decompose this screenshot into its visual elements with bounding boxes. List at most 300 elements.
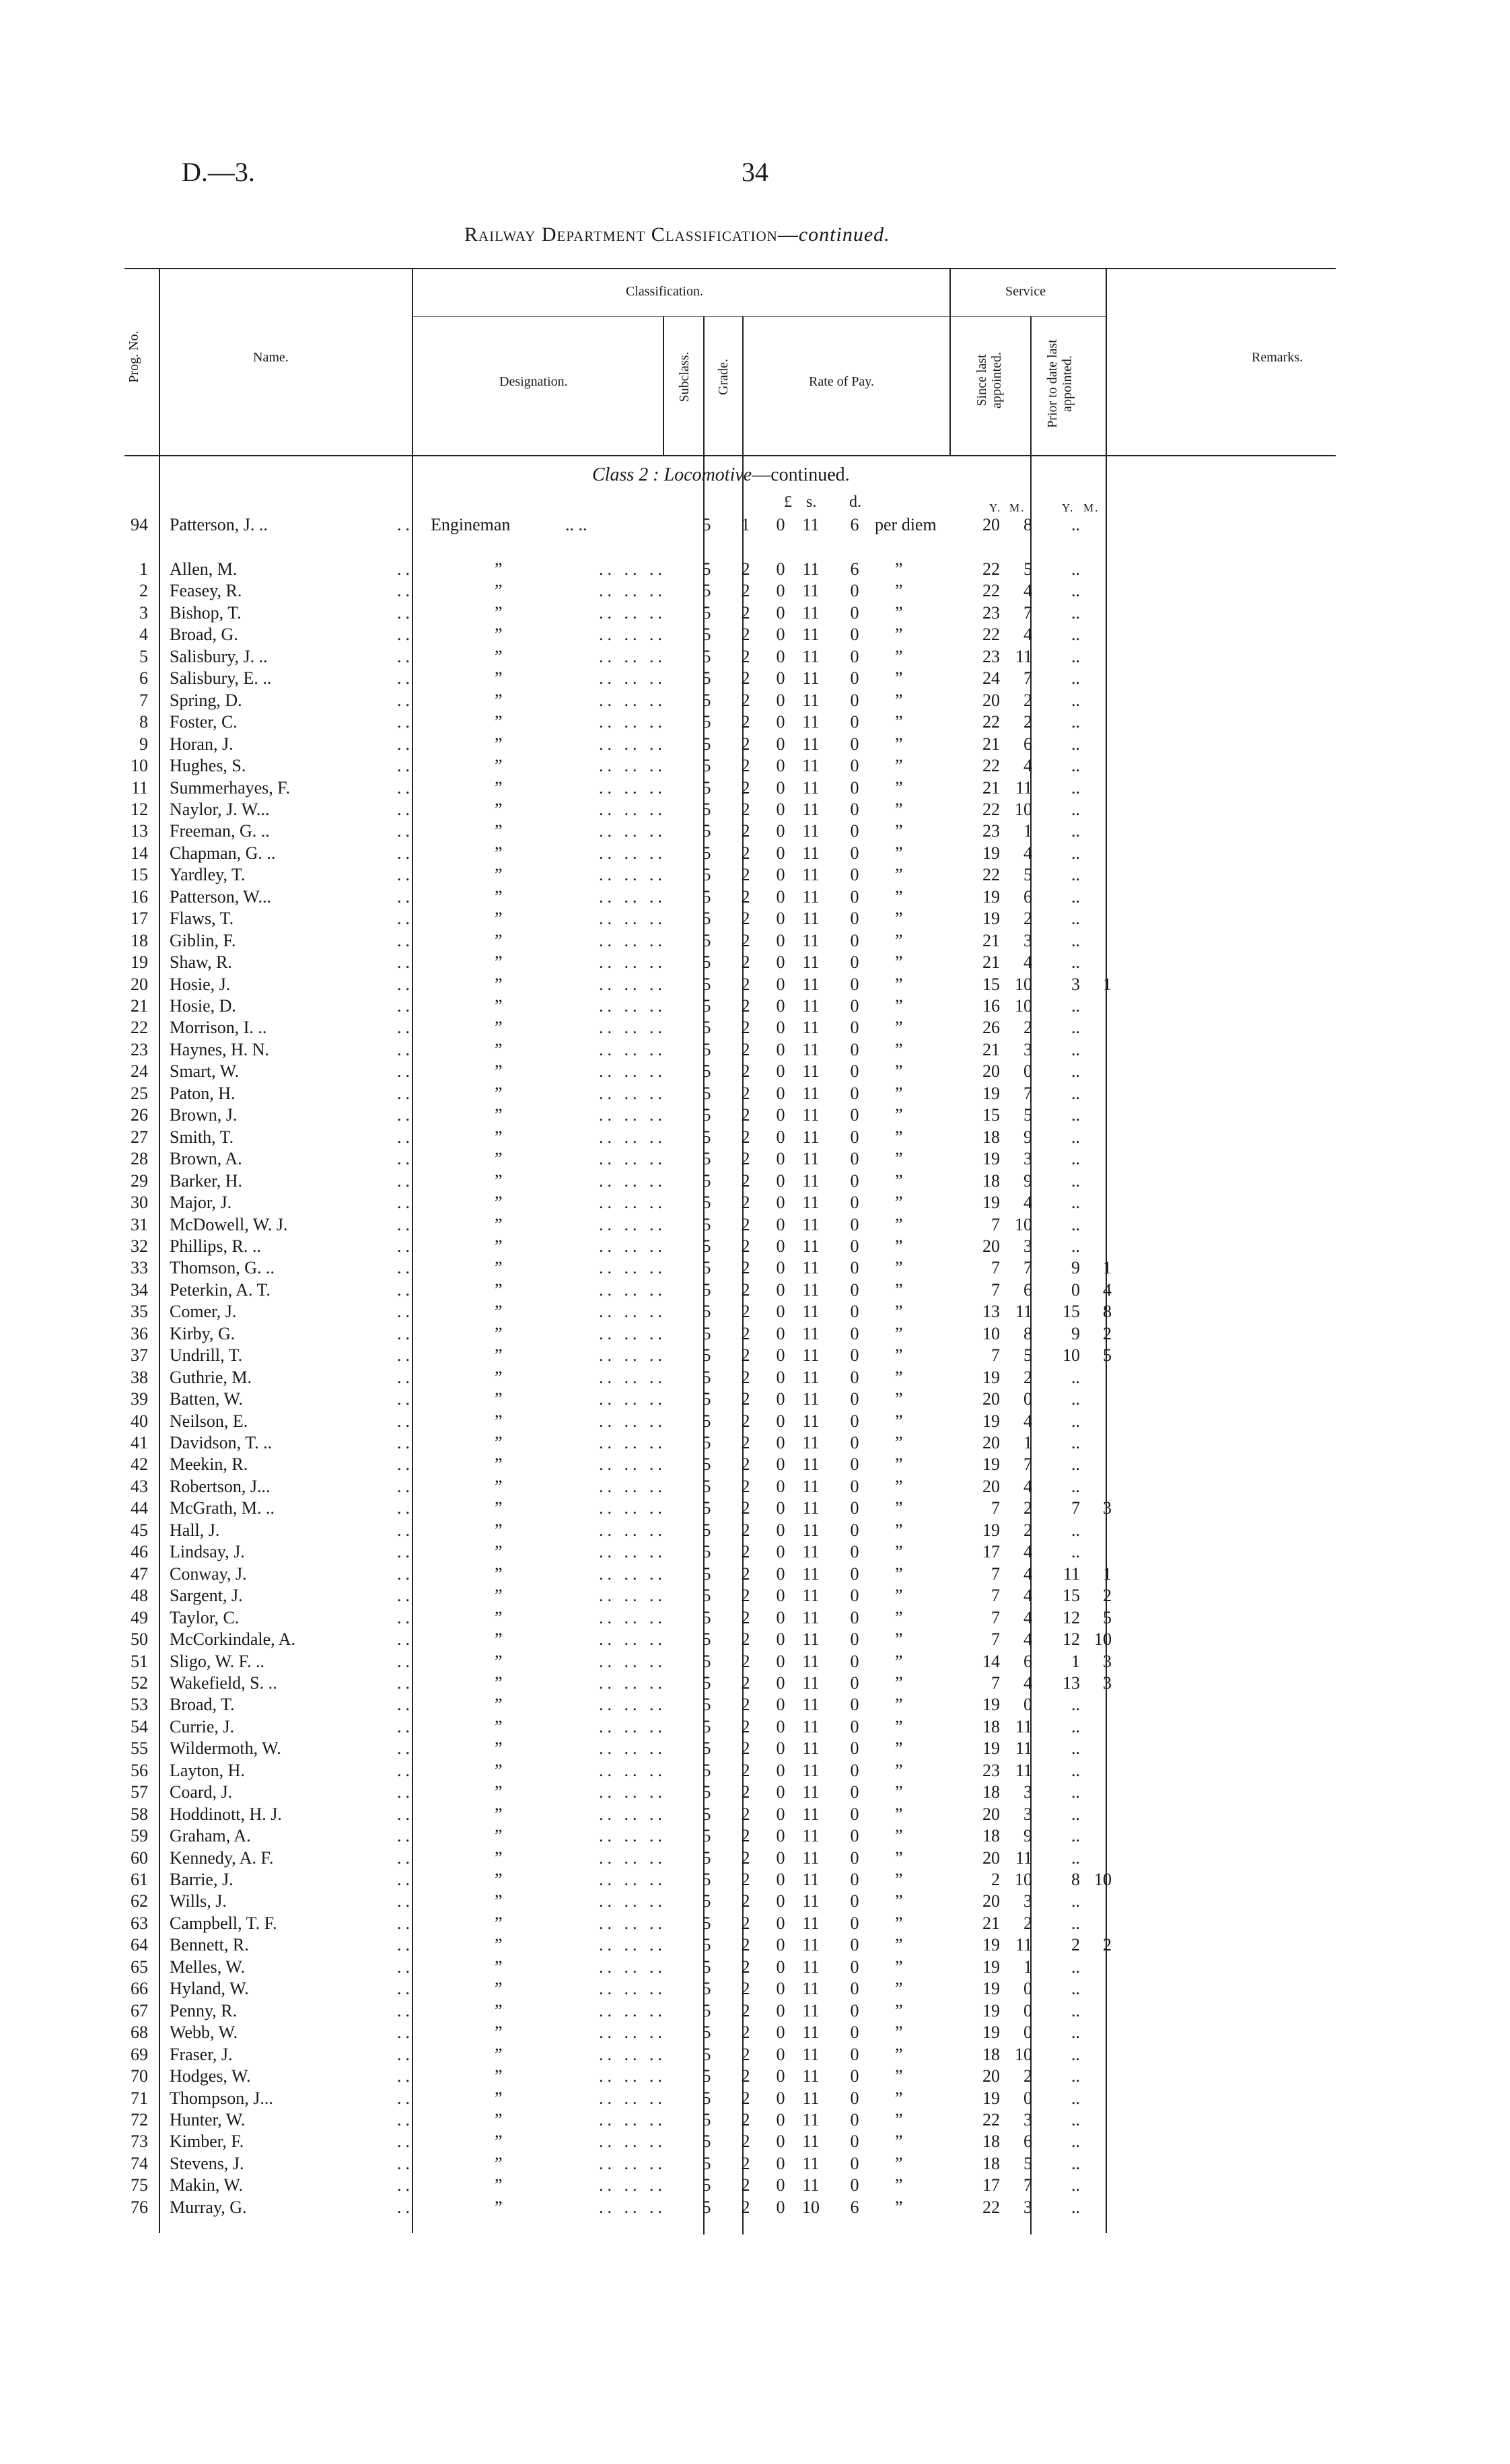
subclass: 5 (702, 1279, 711, 1300)
designation-ditto: ” (495, 1149, 503, 1169)
subclass: 5 (702, 1039, 711, 1059)
since-months: 9 (1023, 1170, 1032, 1191)
since-months: 2 (1023, 1018, 1032, 1038)
pay-pounds: 0 (776, 1847, 785, 1868)
employee-name: Thomson, G. .. (170, 1258, 275, 1278)
table-row (0, 1257, 1510, 1279)
pay-shillings: 11 (802, 1279, 820, 1300)
since-months: 11 (1015, 1847, 1032, 1868)
table-row (0, 1651, 1510, 1673)
subclass: 5 (702, 734, 711, 754)
employee-name: Haynes, H. N. (170, 1039, 270, 1059)
pay-pence: 0 (850, 2044, 859, 2064)
table-row (0, 1585, 1510, 1607)
pay-pounds: 0 (776, 1520, 785, 1540)
pay-shillings: 11 (802, 886, 820, 907)
pay-ditto: ” (895, 930, 903, 950)
pay-shillings: 11 (802, 2022, 820, 2043)
since-years: 20 (982, 1476, 1000, 1496)
leader-dots: .. (397, 1804, 414, 1824)
pay-ditto: ” (895, 886, 903, 907)
prog-no: 55 (131, 1738, 148, 1759)
grade: 2 (741, 777, 750, 798)
since-months: 3 (1023, 1039, 1032, 1059)
employee-name: Graham, A. (170, 1826, 251, 1846)
grade: 2 (741, 2132, 750, 2152)
prior-years: .. (1071, 1476, 1080, 1496)
since-years: 19 (982, 1957, 1000, 1977)
prior-years: .. (1071, 1804, 1080, 1824)
since-months: 0 (1023, 2088, 1032, 2108)
designation-ditto: ” (495, 625, 503, 645)
since-years: 18 (982, 2132, 1000, 2152)
prog-no: 11 (131, 777, 148, 798)
since-months: 0 (1023, 2022, 1032, 2043)
since-months: 2 (1023, 1913, 1032, 1933)
table-row (0, 1345, 1510, 1366)
subclass: 5 (702, 952, 711, 973)
subclass: 5 (702, 668, 711, 689)
pay-ditto: ” (895, 1957, 903, 1977)
pay-ditto: ” (895, 1935, 903, 1955)
leader-dots: .. .. .. (599, 886, 666, 907)
pay-shillings: 11 (802, 734, 820, 754)
since-years: 22 (982, 2109, 1000, 2129)
since-years: 21 (982, 777, 1000, 798)
unit-pence: d. (849, 493, 861, 511)
table-row (0, 602, 1510, 624)
subclass: 5 (702, 1345, 711, 1366)
since-years: 7 (991, 1258, 1000, 1278)
since-months: 11 (1015, 1760, 1032, 1780)
prog-no: 60 (131, 1847, 148, 1868)
grade: 2 (741, 1935, 750, 1955)
pay-shillings: 11 (802, 865, 820, 885)
prior-years: .. (1071, 2088, 1080, 2108)
leader-dots: .. .. .. (599, 1782, 666, 1802)
grade: 2 (741, 909, 750, 929)
prior-years: .. (1071, 1979, 1080, 1999)
since-months: 2 (1023, 712, 1032, 732)
pay-pence: 0 (850, 2132, 859, 2152)
pay-ditto: ” (895, 625, 903, 645)
since-years: 7 (991, 1214, 1000, 1234)
table-row (0, 1825, 1510, 1847)
subclass: 5 (702, 1935, 711, 1955)
pay-pence: 0 (850, 1127, 859, 1147)
table-row (0, 1039, 1510, 1061)
grade: 2 (741, 1695, 750, 1715)
pay-pence: 0 (850, 1804, 859, 1824)
pay-pence: 0 (850, 2066, 859, 2086)
prior-years: 2 (1071, 1935, 1080, 1955)
since-months: 7 (1023, 2175, 1032, 2195)
since-months: 6 (1023, 734, 1032, 754)
pay-pounds: 0 (776, 2132, 785, 2152)
pay-ditto: ” (895, 2000, 903, 2020)
leader-dots: .. (397, 734, 414, 754)
leader-dots: .. (397, 2088, 414, 2108)
grade: 2 (741, 1957, 750, 1977)
pay-shillings: 11 (802, 1105, 820, 1125)
pay-pounds: 0 (776, 625, 785, 645)
prog-no: 62 (131, 1891, 148, 1911)
employee-name: Salisbury, J. .. (170, 646, 268, 666)
designation-ditto: ” (495, 1389, 503, 1409)
grade: 2 (741, 625, 750, 645)
pay-pounds: 0 (776, 1039, 785, 1059)
prior-years: .. (1071, 2175, 1080, 2195)
leader-dots: .. .. .. (599, 974, 666, 994)
pay-shillings: 11 (802, 1651, 820, 1671)
since-months: 4 (1023, 843, 1032, 863)
subclass: 5 (702, 1891, 711, 1911)
table-row (0, 820, 1510, 842)
grade: 2 (741, 930, 750, 950)
prog-no: 61 (131, 1870, 148, 1889)
since-years: 22 (982, 756, 1000, 776)
section-prefix: Class 2 : (592, 464, 664, 485)
pay-pence: 0 (850, 734, 859, 754)
pay-pence: 0 (850, 1083, 859, 1103)
prog-no: 76 (131, 2197, 148, 2217)
since-years: 19 (982, 2000, 1000, 2020)
page-title (464, 223, 890, 246)
prog-no: 23 (131, 1039, 148, 1059)
prog-no: 33 (131, 1258, 148, 1278)
since-months: 7 (1023, 1454, 1032, 1475)
leader-dots: .. (397, 2022, 414, 2043)
prog-no: 56 (131, 1760, 148, 1780)
leader-dots: .. .. .. (599, 2066, 666, 2086)
pay-pence: 0 (850, 1389, 859, 1409)
since-months: 6 (1023, 1279, 1032, 1300)
pay-ditto: ” (895, 1673, 903, 1693)
prog-no: 59 (131, 1826, 148, 1846)
col-rule-rate (949, 268, 951, 456)
grade: 2 (741, 1498, 750, 1518)
pay-ditto: ” (895, 1870, 903, 1889)
leader-dots: .. .. .. (599, 1586, 666, 1606)
leader-dots: .. (397, 581, 414, 601)
since-months: 0 (1023, 1695, 1032, 1715)
pay-pence: 0 (850, 1935, 859, 1955)
grade: 2 (741, 712, 750, 732)
since-years: 21 (982, 930, 1000, 950)
pay-shillings: 11 (802, 1891, 820, 1911)
table-row (0, 1017, 1510, 1039)
pay-pounds: 0 (776, 1804, 785, 1824)
pay-pounds: 0 (776, 1695, 785, 1715)
pay-pence: 0 (850, 974, 859, 994)
employee-name: Currie, J. (170, 1716, 235, 1736)
pay-pounds: 0 (776, 712, 785, 732)
pay-ditto: ” (895, 1193, 903, 1213)
since-months: 5 (1023, 865, 1032, 885)
leader-dots: .. (397, 1018, 414, 1038)
leader-dots: .. (397, 1127, 414, 1147)
pay-ditto: ” (895, 1018, 903, 1038)
table-row (0, 1192, 1510, 1213)
prior-years: .. (1071, 1760, 1080, 1780)
pay-pounds: 0 (776, 559, 785, 579)
table-row (0, 1978, 1510, 2000)
designation-ditto: ” (495, 1804, 503, 1824)
prior-years: .. (1071, 2066, 1080, 2086)
leader-dots: .. (397, 1520, 414, 1540)
leader-dots: .. .. .. (599, 2088, 666, 2108)
employee-name: Salisbury, E. .. (170, 668, 272, 689)
subclass: 5 (702, 1389, 711, 1409)
grade: 2 (741, 799, 750, 819)
subclass: 5 (702, 1629, 711, 1650)
prog-no: 71 (131, 2088, 148, 2108)
leader-dots: .. (397, 909, 414, 929)
leader-dots: .. .. .. (599, 865, 666, 885)
pay-ditto: ” (895, 1760, 903, 1780)
pay-ditto: ” (895, 1061, 903, 1082)
subclass: 5 (702, 1782, 711, 1802)
pay-pence: 0 (850, 1061, 859, 1082)
prior-months: 3 (1103, 1673, 1112, 1693)
pay-shillings: 11 (802, 2000, 820, 2020)
unit-shilling: s. (806, 493, 817, 511)
header-rate-of-pay: Rate of Pay. (809, 374, 875, 389)
leader-dots: .. (397, 799, 414, 819)
since-years: 19 (982, 1935, 1000, 1955)
since-years: 19 (982, 1367, 1000, 1387)
pay-pounds: 0 (776, 1193, 785, 1213)
prior-years: .. (1071, 756, 1080, 776)
table-row (0, 580, 1510, 602)
pay-pounds: 0 (776, 1870, 785, 1889)
grade: 2 (741, 668, 750, 689)
table-row (0, 2066, 1510, 2087)
since-years: 22 (982, 559, 1000, 579)
designation-ditto: ” (495, 734, 503, 754)
leader-dots: .. (397, 1105, 414, 1125)
leader-dots: .. (397, 559, 414, 579)
since-months: 3 (1023, 2197, 1032, 2217)
prior-months: 5 (1103, 1607, 1112, 1627)
leader-dots: .. .. .. (599, 2109, 666, 2129)
leader-dots: .. .. .. (599, 756, 666, 776)
leader-dots: .. (397, 690, 414, 710)
pay-pounds: 0 (776, 843, 785, 863)
pay-shillings: 11 (802, 1870, 820, 1889)
leader-dots: .. .. .. (599, 646, 666, 666)
designation-ditto: ” (495, 1323, 503, 1343)
leader-dots: .. (397, 1847, 414, 1868)
prog-no: 8 (139, 712, 148, 732)
designation-ditto: ” (495, 1454, 503, 1475)
since-months: 0 (1023, 2000, 1032, 2020)
employee-name: Conway, J. (170, 1563, 247, 1584)
prior-months: 2 (1103, 1586, 1112, 1606)
pay-pounds: 0 (776, 1236, 785, 1256)
designation-ditto: ” (495, 668, 503, 689)
designation-ditto: ” (495, 602, 503, 623)
since-months: 1 (1023, 821, 1032, 841)
pay-shillings: 11 (802, 1083, 820, 1103)
since-years: 18 (982, 1170, 1000, 1191)
pay-pounds: 0 (776, 1149, 785, 1169)
prior-years: .. (1071, 1193, 1080, 1213)
since-months: 6 (1023, 2132, 1032, 2152)
subclass: 5 (702, 1870, 711, 1889)
pay-ditto: ” (895, 1826, 903, 1846)
prog-no: 18 (131, 930, 148, 950)
prior-years: .. (1071, 2197, 1080, 2217)
pay-ditto: ” (895, 1476, 903, 1496)
grade: 2 (741, 1083, 750, 1103)
prior-years: .. (1071, 2153, 1080, 2173)
pay-pence: 0 (850, 2000, 859, 2020)
leader-dots: .. .. .. (599, 1170, 666, 1191)
pay-pence: 0 (850, 1345, 859, 1366)
since-months: 4 (1023, 1563, 1032, 1584)
pay-pence: 0 (850, 777, 859, 798)
employee-name: Paton, H. (170, 1083, 236, 1103)
designation-ditto: ” (495, 1302, 503, 1322)
since-months: 4 (1023, 1476, 1032, 1496)
since-months: 7 (1023, 602, 1032, 623)
prior-years: .. (1071, 625, 1080, 645)
since-years: 22 (982, 2197, 1000, 2217)
prog-no: 26 (131, 1105, 148, 1125)
header-bottom-rule (124, 455, 1336, 456)
employee-name: Horan, J. (170, 734, 233, 754)
subclass: 5 (702, 1957, 711, 1977)
grade: 2 (741, 1782, 750, 1802)
grade: 2 (741, 1913, 750, 1933)
col-rule-designation (663, 316, 664, 456)
grade: 2 (741, 1039, 750, 1059)
employee-name: Hyland, W. (170, 1979, 249, 1999)
since-years: 7 (991, 1586, 1000, 1606)
since-months: 1 (1023, 1957, 1032, 1977)
pay-ditto: ” (895, 1979, 903, 1999)
leader-dots: .. (397, 1236, 414, 1256)
subclass: 5 (702, 1083, 711, 1103)
since-years: 18 (982, 1127, 1000, 1147)
subclass: 5 (702, 2153, 711, 2173)
prior-years: 15 (1063, 1302, 1080, 1322)
leader-dots: .. .. .. (599, 1039, 666, 1059)
designation-ditto: ” (495, 1411, 503, 1431)
leader-dots: .. (397, 974, 414, 994)
table-row (0, 1913, 1510, 1934)
prior-years: .. (1071, 2044, 1080, 2064)
employee-name: Flaws, T. (170, 909, 234, 929)
pay-pence: 0 (850, 2088, 859, 2108)
since-months: 11 (1015, 1302, 1032, 1322)
employee-name: Coard, J. (170, 1782, 233, 1802)
employee-name: Meekin, R. (170, 1454, 248, 1475)
table-row (0, 1694, 1510, 1716)
prior-years: .. (1071, 930, 1080, 950)
prog-no: 37 (131, 1345, 148, 1366)
header-prog-no: Prog. No. (127, 330, 141, 383)
prog-no: 49 (131, 1607, 148, 1627)
prog-no: 4 (139, 625, 148, 645)
since-years: 21 (982, 734, 1000, 754)
leader-dots: .. (397, 756, 414, 776)
since-years: 17 (982, 2175, 1000, 2195)
pay-pounds: 0 (776, 1214, 785, 1234)
pay-pounds: 0 (776, 690, 785, 710)
pay-pence: 0 (850, 625, 859, 645)
prior-years: .. (1071, 2000, 1080, 2020)
prior-years: .. (1071, 799, 1080, 819)
since-years: 16 (982, 996, 1000, 1016)
section-heading (592, 464, 850, 486)
subclass: 5 (702, 581, 711, 601)
prior-years: .. (1071, 646, 1080, 666)
employee-name: Melles, W. (170, 1957, 245, 1977)
since-months: 5 (1023, 559, 1032, 579)
prior-years: .. (1071, 1039, 1080, 1059)
table-row (0, 1170, 1510, 1192)
pay-pence: 0 (850, 821, 859, 841)
pay-pence: 0 (850, 1738, 859, 1759)
prog-no: 22 (131, 1018, 148, 1038)
pay-ditto: ” (895, 1258, 903, 1278)
employee-name: Spring, D. (170, 690, 242, 710)
unit-years: Y. (989, 501, 1002, 514)
since-years: 10 (982, 1323, 1000, 1343)
pay-shillings: 11 (802, 1542, 820, 1562)
pay-pounds: 0 (776, 1782, 785, 1802)
pay-ditto: ” (895, 646, 903, 666)
employee-name: Smith, T. (170, 1127, 234, 1147)
designation-ditto: ” (495, 1695, 503, 1715)
since-years: 18 (982, 1782, 1000, 1802)
pay-pence: 0 (850, 2109, 859, 2129)
prior-years: .. (1071, 1083, 1080, 1103)
grade: 2 (741, 843, 750, 863)
grade: 2 (741, 1586, 750, 1606)
prog-no: 45 (131, 1520, 148, 1540)
page-ref: D.—3. (182, 157, 255, 187)
pay-pounds: 0 (776, 777, 785, 798)
grade: 2 (741, 1193, 750, 1213)
pay-shillings: 11 (802, 2132, 820, 2152)
subclass: 5 (702, 1716, 711, 1736)
pay-pounds: 0 (776, 1323, 785, 1343)
prog-no: 24 (131, 1061, 148, 1082)
header-service: Service (1005, 284, 1046, 299)
leader-dots: .. .. (565, 515, 587, 534)
section-suffix: —continued. (752, 464, 850, 485)
prog-no: 38 (131, 1367, 148, 1387)
pay-ditto: ” (895, 2153, 903, 2173)
table-row (0, 1498, 1510, 1519)
pay-pounds: 0 (776, 1498, 785, 1518)
leader-dots: .. (397, 1957, 414, 1977)
subclass: 5 (702, 1149, 711, 1169)
designation-ditto: ” (495, 2197, 503, 2217)
table-row (0, 1367, 1510, 1388)
subclass: 5 (702, 1193, 711, 1213)
pay-pounds: 0 (776, 581, 785, 601)
prog-no: 51 (131, 1651, 148, 1671)
pay-shillings: 11 (802, 1149, 820, 1169)
leader-dots: .. (397, 1935, 414, 1955)
prior-years: .. (1071, 843, 1080, 863)
header-grade: Grade. (716, 359, 731, 395)
pay-pounds: 0 (776, 1127, 785, 1147)
